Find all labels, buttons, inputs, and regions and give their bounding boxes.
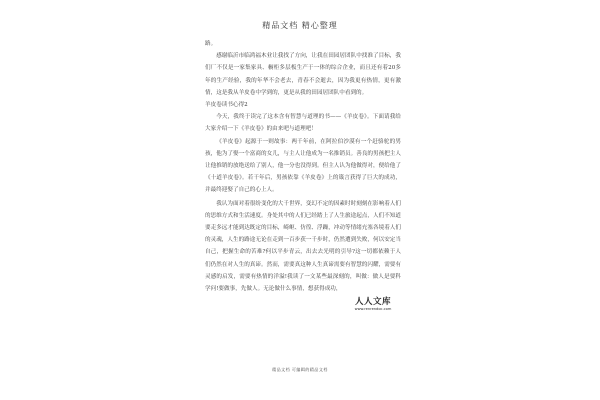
paragraph-origin-story: 《羊皮卷》起源于一则故事：两千年前，在阿拉伯沙漠有一个赶骆驼的男孩，他为了娶一个富商的女儿，与主人让他成为一名推销员。善良的男孩把主人让他推销的放绝送给了别人，他一分也没得到。但主人认为他做得对，便给他了《十道羊皮卷》。若干年后，男孩依靠《羊皮卷》上的箴言获得了巨大的成功，并最终迎娶了自己的心上人。 bbox=[205, 138, 401, 194]
watermark-name: 人人文库 bbox=[354, 297, 391, 307]
paragraph-continuation: 路。 bbox=[205, 41, 217, 47]
watermark-url: www.renrendoc.com bbox=[354, 306, 392, 311]
paragraph-intro: 今天，我终于读完了这本含有智慧与道理的书——《羊皮卷》。下面请我给大家介绍一下《羊皮卷》的由来吧与道理吧！ bbox=[205, 114, 401, 133]
section-heading: 羊皮卷读书心得2 bbox=[205, 102, 248, 109]
paragraph-gratitude: 感谢临沂市临鸿福木业让我找了方向，让我在田园居团队中找准了目标，我们厂不仅是一家集家具、橱柜多层板生产于一体的综合企业，而且还有着20多年的生产经验，我的年华不会老去，青春不会逝去，因为我更有热情，更有激情，这是我从羊皮卷中学到的，更是从我的田园居团队中看到的。 bbox=[205, 53, 401, 96]
site-watermark-logo bbox=[344, 298, 402, 311]
page-header: 精品文档 精心整理 bbox=[262, 21, 338, 30]
paragraph-reflection: 我认为面对着很纷变化的大千世界，变幻不定的因素时时刻刻在影响着人们的思维方式和生活速度。身处其中的人们已经踏上了人生旅途起点，人们不知道要走多远才能到达既定的目标，崎岖、仿徨、浮躁，冲动等情绪充塞各境着人们的灵魂，人生的路途无论在走到一百步获一千步时，仍然遭到失败，何以安定当自己，把握生命的苦难?何以平步青云，出去去光明的引导?这一切都依赖于人们仍然在对人生的真谛。然而，需要真这种人生真谛需要有智慧的闪耀，需要有灵感的启发，需要有热情的洋溢!我读了一文某些最深刻的，叫做：做人是要科学问!要做事，先做人。无论做什么事情，想获得成功， bbox=[205, 200, 401, 293]
page-footer: 精品文档 可编辑的精品文档 bbox=[272, 367, 328, 372]
document-body bbox=[205, 38, 401, 295]
